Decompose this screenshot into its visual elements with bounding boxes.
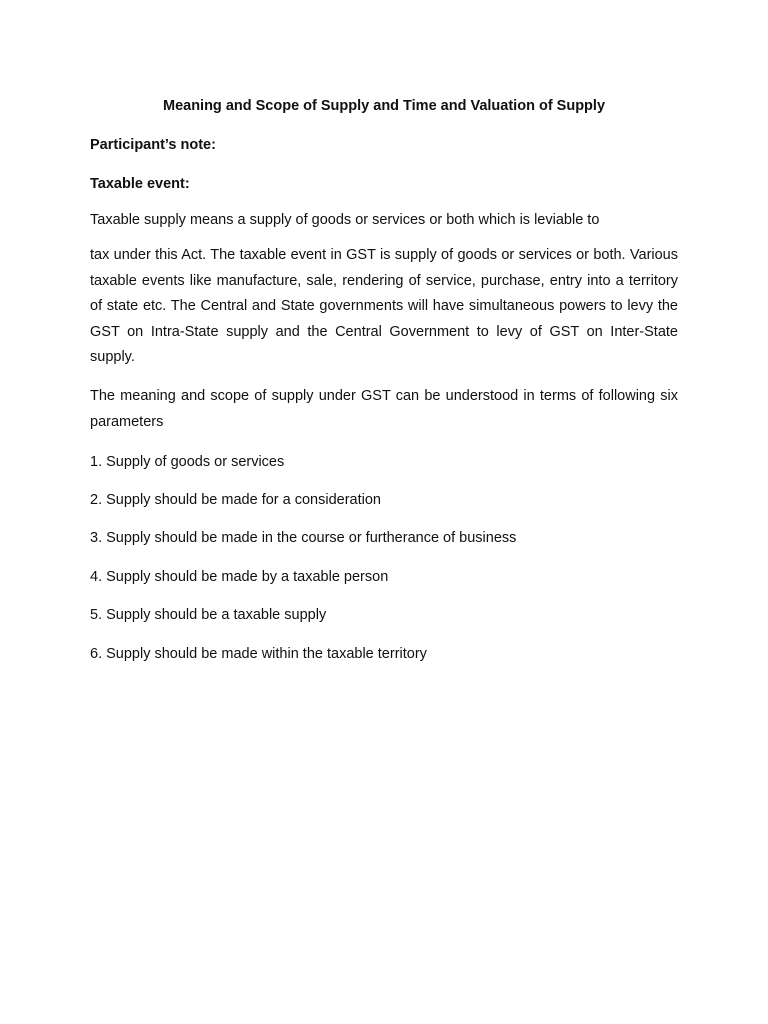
taxable-supply-definition-line: Taxable supply means a supply of goods or services or both which is leviable to <box>90 212 600 228</box>
list-item: 6. Supply should be made within the taxable territory <box>90 646 427 662</box>
document-page <box>90 0 678 1024</box>
list-item: 3. Supply should be made in the course or furtherance of business <box>90 530 517 546</box>
list-item: 5. Supply should be a taxable supply <box>90 607 327 623</box>
scope-intro-paragraph: The meaning and scope of supply under GST can be understood in terms of following six parameters <box>90 388 678 430</box>
document-title: Meaning and Scope of Supply and Time and Valuation of Supply <box>162 98 606 114</box>
taxable-event-paragraph: tax under this Act. The taxable event in GST is supply of goods or services or both. Various taxable events like manufacture, sale, rendering of service, purchase, entry into a territory of state etc. The Central and State governments will have simultaneous powers to levy the GST on Intra-State supply and the Central Government to levy of GST on Inter-State supply. <box>90 247 678 365</box>
list-item: 4. Supply should be made by a taxable person <box>90 569 389 585</box>
list-item: 2. Supply should be made for a consideration <box>90 492 381 508</box>
list-item: 1. Supply of goods or services <box>90 454 285 470</box>
participant-note-heading: Participant’s note: <box>90 137 216 153</box>
taxable-event-heading: Taxable event: <box>90 176 190 192</box>
